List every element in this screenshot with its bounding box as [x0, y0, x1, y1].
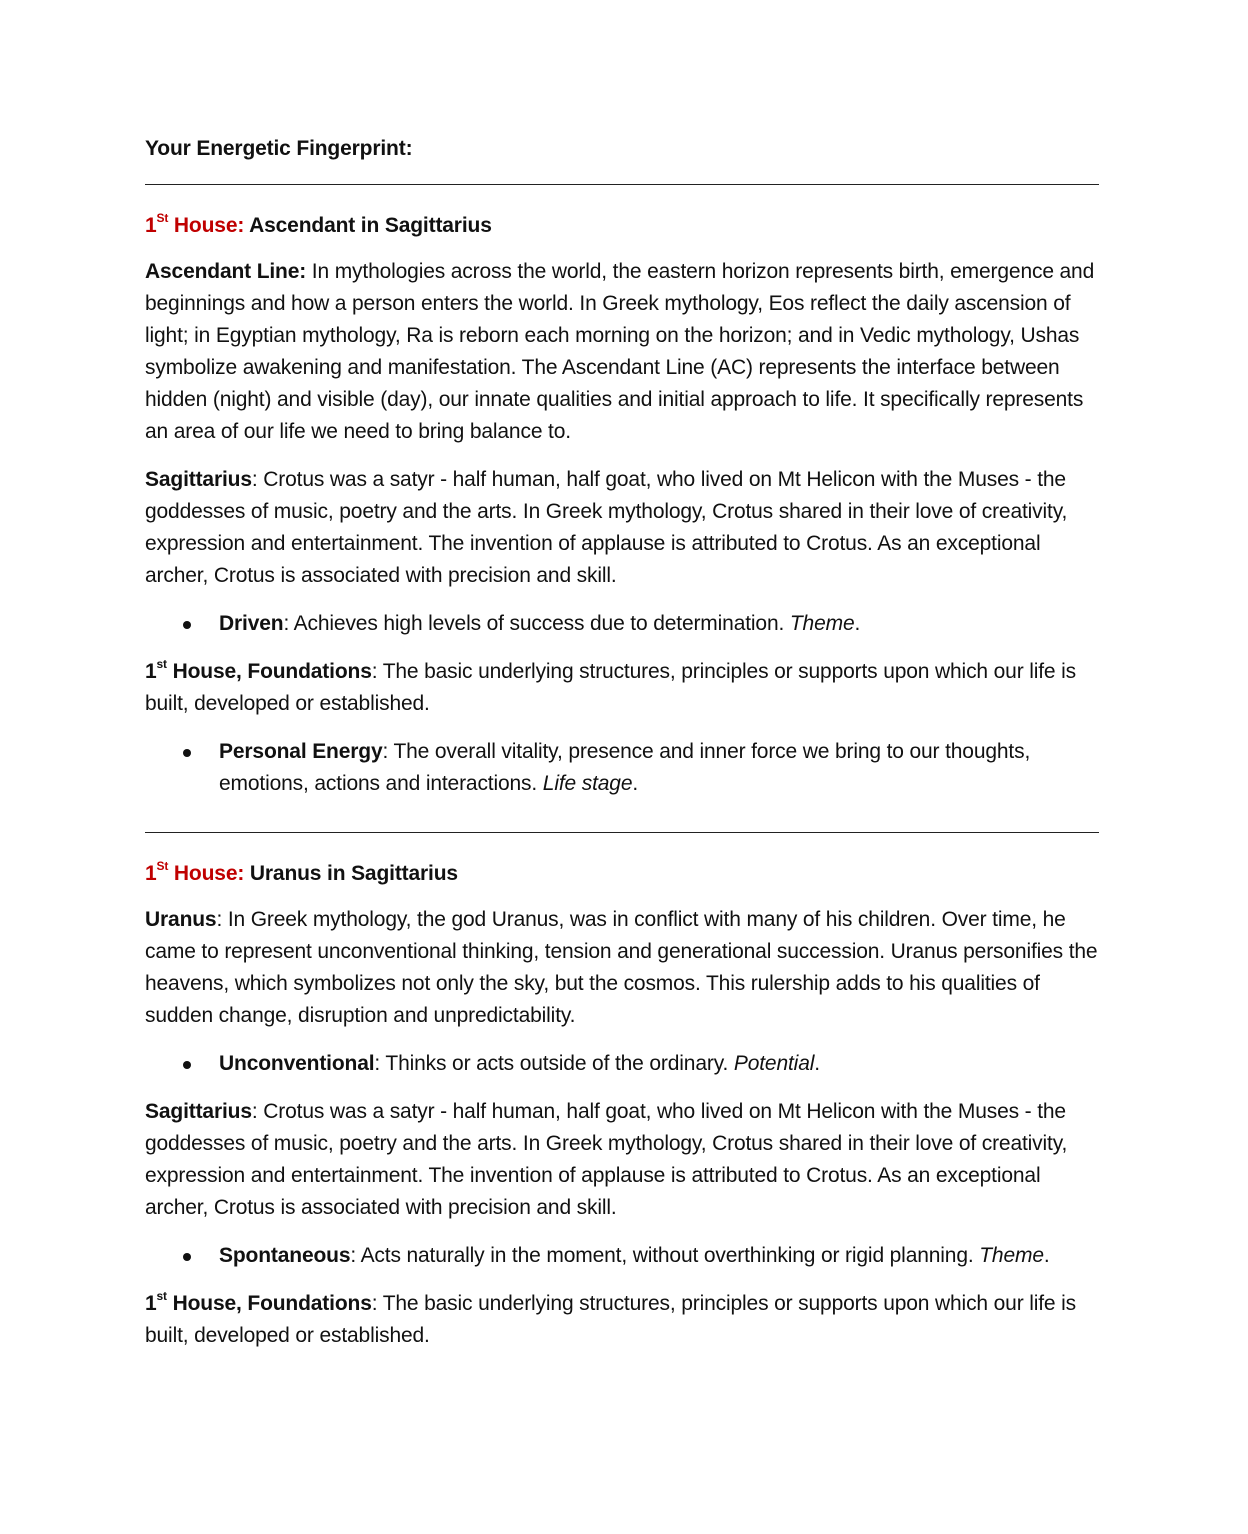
paragraph-sagittarius: [145, 1096, 1103, 1224]
paragraph-text: : In Greek mythology, the god Uranus, was in conflict with many of his children. Over time, he came to represent unconventional thinking, tension and generational succession. Uranus personifies the heavens, which symbolizes not only the sky, but the cosmos. This rulership adds to his qualities of sudden change, disruption and unpredictability.: [145, 908, 1098, 1027]
item-text: : Acts naturally in the moment, without overthinking or rigid planning.: [350, 1244, 980, 1267]
term: Spontaneous: [219, 1244, 351, 1267]
bullet-icon: [183, 621, 191, 629]
term: [145, 1289, 372, 1315]
paragraph-uranus: [145, 904, 1103, 1032]
term-text: House, Foundations: [166, 660, 372, 683]
house-number: 1: [145, 660, 157, 683]
document-page: [145, 134, 1103, 1368]
house-ordinal: st: [156, 657, 167, 671]
document-title: Your Energetic Fingerprint:: [145, 137, 413, 160]
item-text: : The overall vitality, presence and inner force we bring to our thoughts, emotions, actions and interactions.: [219, 740, 1031, 795]
bullet-list: [145, 608, 1103, 640]
term: Unconventional: [219, 1052, 375, 1075]
item-category: Theme: [979, 1244, 1044, 1267]
bullet-list: [145, 1240, 1103, 1272]
punctuation: .: [1043, 1244, 1050, 1267]
section-heading-uranus: [145, 859, 1103, 889]
term: Sagittarius: [145, 468, 252, 491]
bullet-list: [145, 736, 1103, 800]
list-item: [145, 1240, 1103, 1272]
house-ordinal: St: [156, 859, 169, 873]
house-number: 1: [145, 1292, 157, 1315]
paragraph-text: : Crotus was a satyr - half human, half goat, who lived on Mt Helicon with the Muses - the goddesses of music, poetry and the arts. In Greek mythology, Crotus shared in their love of creativity, expression and entertainment. The invention of applause is attributed to Crotus. As an exceptional archer, Crotus is associated with precision and skill.: [145, 1100, 1068, 1219]
item-category: Life stage: [542, 772, 633, 795]
punctuation: .: [632, 772, 639, 795]
punctuation: .: [854, 612, 861, 635]
paragraph-sagittarius: [145, 464, 1103, 592]
term: [145, 657, 372, 683]
bullet-icon: [183, 1061, 191, 1069]
bullet-list: [145, 1048, 1103, 1080]
section-heading-ascendant: [145, 211, 1103, 241]
paragraph-text: : Crotus was a satyr - half human, half goat, who lived on Mt Helicon with the Muses - the goddesses of music, poetry and the arts. In Greek mythology, Crotus shared in their love of creativity, expression and entertainment. The invention of applause is attributed to Crotus. As an exceptional archer, Crotus is associated with precision and skill.: [145, 468, 1068, 587]
term: Driven: [219, 612, 284, 635]
paragraph-text: In mythologies across the world, the eastern horizon represents birth, emergence and beginnings and how a person enters the world. In Greek mythology, Eos reflect the daily ascension of light; in Egyptian mythology, Ra is reborn each morning on the horizon; and in Vedic mythology, Ushas symbolize awakening and manifestation. The Ascendant Line (AC) represents the interface between hidden (night) and visible (day), our innate qualities and initial approach to life. It specifically represents an area of our life we need to bring balance to.: [145, 260, 1095, 443]
paragraph-house-foundations: [145, 656, 1103, 720]
bullet-icon: [183, 1253, 191, 1261]
term: Personal Energy: [219, 740, 383, 763]
heading-placement: Uranus in Sagittarius: [244, 862, 458, 885]
term: Ascendant Line:: [145, 260, 307, 283]
house-number: 1: [145, 214, 157, 237]
house-ordinal: St: [156, 211, 169, 225]
list-item: [145, 608, 1103, 640]
paragraph-house-foundations: [145, 1288, 1103, 1352]
house-word: House:: [168, 862, 245, 885]
item-category: Theme: [789, 612, 855, 635]
house-label: [145, 211, 245, 237]
paragraph-text: : The basic underlying structures, principles or supports upon which our life is built, developed or established.: [145, 1292, 1077, 1347]
section-divider: [145, 184, 1099, 185]
punctuation: .: [814, 1052, 820, 1075]
list-item: [145, 736, 1103, 800]
house-ordinal: st: [156, 1289, 167, 1303]
item-text: : Thinks or acts outside of the ordinary.: [374, 1052, 734, 1075]
bullet-icon: [183, 749, 191, 757]
term: Uranus: [145, 908, 217, 931]
heading-placement: Ascendant in Sagittarius: [244, 214, 492, 237]
section-divider: [145, 832, 1099, 833]
house-number: 1: [145, 862, 157, 885]
item-text: : Achieves high levels of success due to determination.: [283, 612, 790, 635]
house-word: House:: [168, 214, 245, 237]
paragraph-ascendant-line: [145, 256, 1103, 448]
house-label: [145, 859, 245, 885]
list-item: [145, 1048, 1103, 1080]
item-category: Potential: [733, 1052, 815, 1075]
term-text: House, Foundations: [166, 1292, 372, 1315]
term: Sagittarius: [145, 1100, 252, 1123]
paragraph-text: : The basic underlying structures, principles or supports upon which our life is built, developed or established.: [145, 660, 1077, 715]
